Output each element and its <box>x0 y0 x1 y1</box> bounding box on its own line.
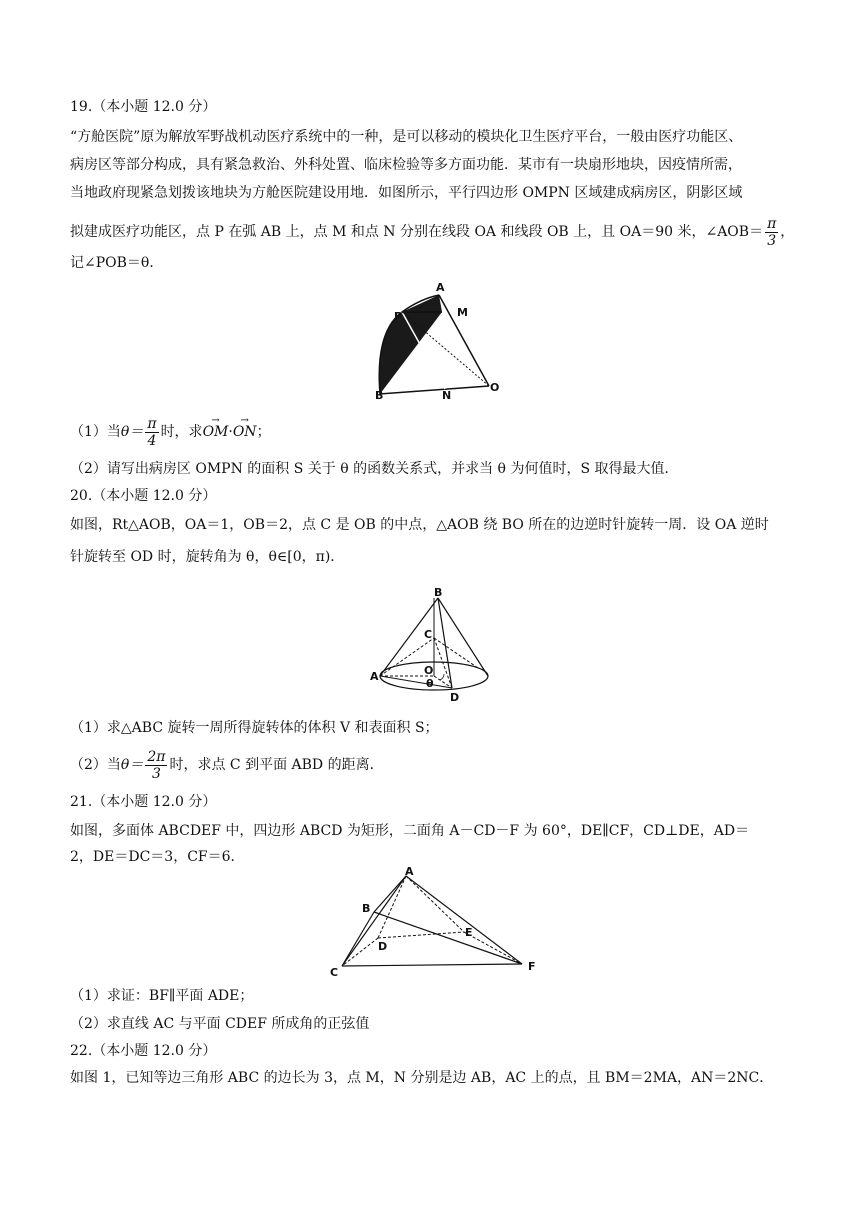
q19-label-n: N <box>442 389 452 402</box>
q20-part2-theta: θ＝ <box>120 757 144 773</box>
q20-part2-end: 时，求点 C 到平面 ABD 的距离． <box>169 757 384 773</box>
q19-dot: · <box>228 424 233 440</box>
q20-angle-arc <box>440 674 444 680</box>
q19-label-o: O <box>490 381 500 394</box>
q19-frac-den: 3 <box>767 232 777 249</box>
q20-part2-frac-num: 2π <box>147 748 166 765</box>
q19-part1-prefix: （1）当 <box>70 424 121 440</box>
q21-label-f: F <box>528 960 536 973</box>
q19-part1-frac-num: π <box>147 415 157 432</box>
q20-part2-prefix: （2）当 <box>70 757 121 773</box>
q20-label-o: O <box>424 664 434 677</box>
q19-part1-mid: 时，求 <box>160 424 203 440</box>
q19-vector-on: → ON <box>233 422 257 442</box>
q19-segment-po <box>402 312 489 386</box>
q21-label-c: C <box>330 966 339 978</box>
q21-header: 21.（本小题 12.0 分） <box>70 794 217 810</box>
q19-segment-ob <box>380 386 489 394</box>
q21-label-b: B <box>362 902 371 915</box>
q21-segment-de <box>378 932 464 938</box>
q21-label-a: A <box>405 866 414 878</box>
q20-segment-ad <box>380 676 452 688</box>
q19-part1-frac-den: 4 <box>147 432 157 449</box>
q21-segment-ef <box>464 932 522 964</box>
q19-shaded-region-top <box>402 295 442 312</box>
q20-label-theta: θ <box>426 677 434 690</box>
q20-label-b: B <box>434 586 443 599</box>
q20-part2-frac-den: 3 <box>151 765 161 782</box>
q21-segment-ac <box>342 876 406 966</box>
q20-part2-fraction <box>145 749 167 782</box>
q20-label-c: C <box>424 628 433 641</box>
q19-shaded-region-left <box>379 312 442 394</box>
q21-segment-ad <box>378 876 406 938</box>
q22-header: 22.（本小题 12.0 分） <box>70 1043 217 1059</box>
q20-label-d: D <box>450 691 460 704</box>
q19-vector-om: → OM <box>203 422 229 442</box>
q19-part2: （2）请写出病房区 OMPN 的面积 S 关于 θ 的函数关系式，并求当 θ 为何值时，S 取得最大值． <box>70 461 679 477</box>
q21-polyhedron-figure <box>322 866 548 978</box>
q21-segment-ae <box>406 876 464 932</box>
q21-segment-dc <box>342 938 378 966</box>
q21-part1: （1）求证：BF∥平面 ADE； <box>70 988 254 1004</box>
q20-part1: （1）求△ABC 旋转一周所得旋转体的体积 V 和表面积 S； <box>70 720 439 736</box>
q22-line1: 如图 1，已知等边三角形 ABC 的边长为 3，点 M，N 分别是边 AB，AC 上的点，且 BM＝2MA，AN＝2NC． <box>70 1070 774 1086</box>
q21-label-d: D <box>378 940 388 953</box>
q19-label-p: P <box>394 310 403 323</box>
q21-line2: 2，DE＝DC＝3，CF＝6． <box>70 849 245 865</box>
q19-part1-fraction <box>145 416 158 449</box>
q19-line5: 记∠POB＝θ． <box>70 255 164 271</box>
q19-line4-end: ， <box>780 224 795 240</box>
q20-label-a: A <box>370 670 379 683</box>
q20-cone-figure <box>368 586 498 708</box>
q21-segment-ab <box>374 876 406 912</box>
q19-part1-row <box>70 412 794 452</box>
q19-line2: 病房区等部分构成，具有紧急救治、外科处置、临床检验等多方面功能．某市有一块扇形地块，因疫情所需， <box>70 157 742 173</box>
q19-frac-num: π <box>767 215 777 232</box>
q19-sector-figure <box>350 272 510 402</box>
q21-segment-af <box>406 876 522 964</box>
q19-part1-theta: θ＝ <box>120 424 144 440</box>
q19-line3: 当地政府现紧急划拨该地块为方舱医院建设用地．如图所示，平行四边形 OMPN 区域建成病房区，阴影区域 <box>70 185 743 201</box>
q21-segment-cf <box>342 964 522 966</box>
q20-line2: 针旋转至 OD 时，旋转角为 θ，θ∈[0，π)． <box>70 549 345 565</box>
q19-part1-end: ； <box>256 424 271 440</box>
q20-header: 20.（本小题 12.0 分） <box>70 488 217 504</box>
q19-line4: 拟建成医疗功能区，点 P 在弧 AB 上，点 M 和点 N 分别在线段 OA 和线段 OB 上，且 OA＝90 米，∠AOB＝ <box>70 224 764 240</box>
q20-segment-bd <box>438 598 452 688</box>
q20-line1: 如图，Rt△AOB，OA＝1，OB＝2，点 C 是 OB 的中点，△AOB 绕 BO 所在的边逆时针旋转一周．设 OA 逆时 <box>70 517 769 533</box>
q19-header: 19.（本小题 12.0 分） <box>70 99 217 115</box>
q19-line4-row <box>70 212 794 252</box>
q19-label-b: B <box>375 389 384 402</box>
q21-segment-bc <box>342 912 374 966</box>
q19-angle-fraction <box>765 216 778 249</box>
q21-label-e: E <box>465 926 473 939</box>
q21-segment-bf <box>374 912 522 964</box>
q19-label-m: M <box>457 306 468 319</box>
q21-part2: （2）求直线 AC 与平面 CDEF 所成角的正弦值 <box>70 1016 370 1032</box>
q19-label-a: A <box>436 281 445 294</box>
q19-line1: “方舱医院”原为解放军野战机动医疗系统中的一种，是可以移动的模块化卫生医疗平台，一般由医疗功能区、 <box>70 129 743 145</box>
q21-line1: 如图，多面体 ABCDEF 中，四边形 ABCD 为矩形，二面角 A－CD－F 为 60°，DE∥CF，CD⊥DE，AD＝ <box>70 823 750 839</box>
q20-part2-row <box>70 745 794 785</box>
